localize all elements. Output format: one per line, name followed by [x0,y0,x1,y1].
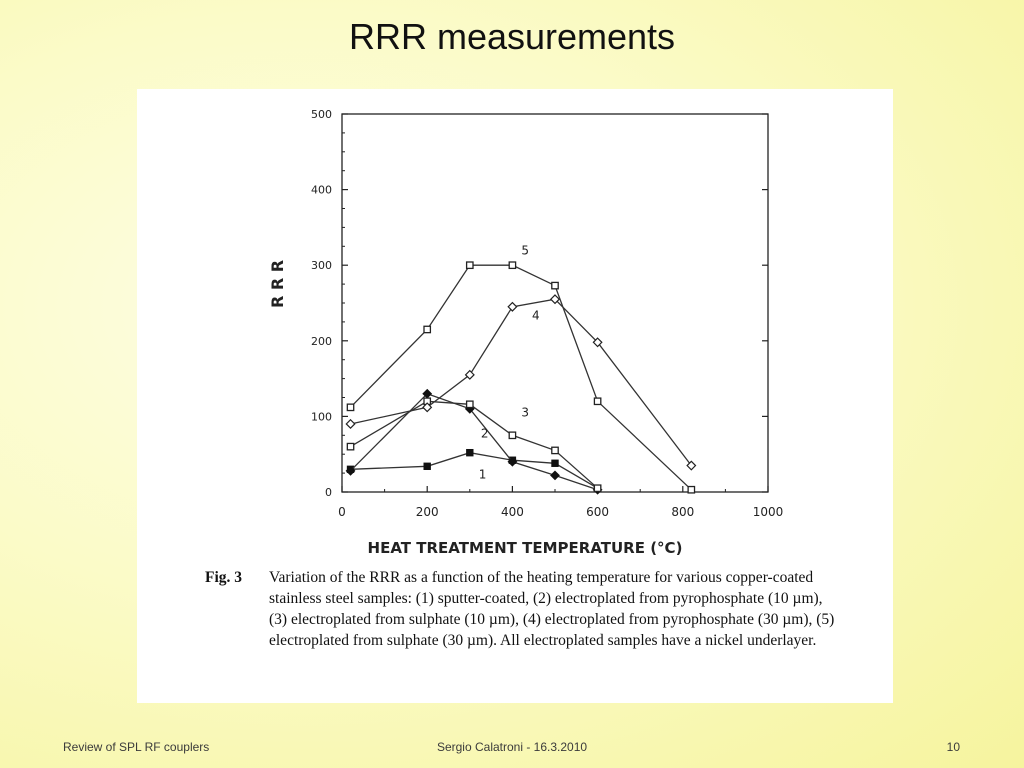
x-tick-label: 400 [500,505,524,519]
series-label-1: 1 [478,467,487,482]
point-marker-5 [594,398,600,404]
point-marker-5 [467,262,473,268]
x-tick-label: 0 [338,505,346,519]
caption-label: Fig. 3 [205,569,243,586]
slide-title: RRR measurements [348,16,676,57]
series-label-3: 3 [521,405,530,420]
chart-axes [311,108,783,519]
y-tick-label: 200 [311,334,332,348]
point-marker-3 [467,401,473,407]
point-marker-2 [551,471,559,479]
point-marker-3 [347,443,353,449]
x-tick-label: 1000 [752,505,784,519]
series-line-1 [351,453,598,489]
y-tick-label: 400 [311,183,332,197]
y-tick-label: 0 [325,486,332,499]
y-axis-label: R R R [268,259,287,309]
x-tick-label: 800 [671,505,695,519]
series-label-2: 2 [480,426,489,441]
rrr-chart [137,89,893,559]
y-tick-label: 100 [311,410,332,424]
series-line-5 [351,265,692,490]
series-line-4 [351,299,692,465]
point-marker-3 [594,485,600,491]
point-marker-5 [509,262,515,268]
point-marker-3 [509,432,515,438]
footer-presentation-title: Review of SPL RF couplers [63,740,210,754]
point-marker-1 [552,460,558,466]
point-marker-4 [508,303,516,311]
point-marker-5 [552,282,558,288]
y-tick-label: 300 [311,259,332,273]
y-tick-label: 500 [311,108,332,121]
series-layer [346,262,695,494]
x-tick-label: 200 [415,505,439,519]
figure-panel [137,89,893,703]
point-marker-5 [347,404,353,410]
footer-page-number: 10 [946,740,960,754]
point-marker-1 [467,449,473,455]
point-marker-3 [552,447,558,453]
series-label-5: 5 [521,243,530,258]
point-marker-4 [346,420,354,428]
x-tick-label: 600 [586,505,610,519]
x-axis-label: HEAT TREATMENT TEMPERATURE (°C) [367,539,683,557]
point-marker-5 [688,487,694,493]
point-marker-1 [424,463,430,469]
series-label-4: 4 [532,308,540,323]
point-marker-5 [424,326,430,332]
footer-author-date: Sergio Calatroni - 16.3.2010 [436,740,588,754]
caption-text: Variation of the RRR as a function of the heating temperature for various copper-coated stainless steel samples: (1) sputter-coated, (2) electroplated from pyrophosphate (10 µm), (3) electroplated from sulphate (10 µm), (4) electroplated from pyrophosphate (30 µm), (5) electroplated from sulphate (30 µm). All electroplated samples have a nickel underlayer. [269,569,835,649]
series-labels [479,244,540,482]
